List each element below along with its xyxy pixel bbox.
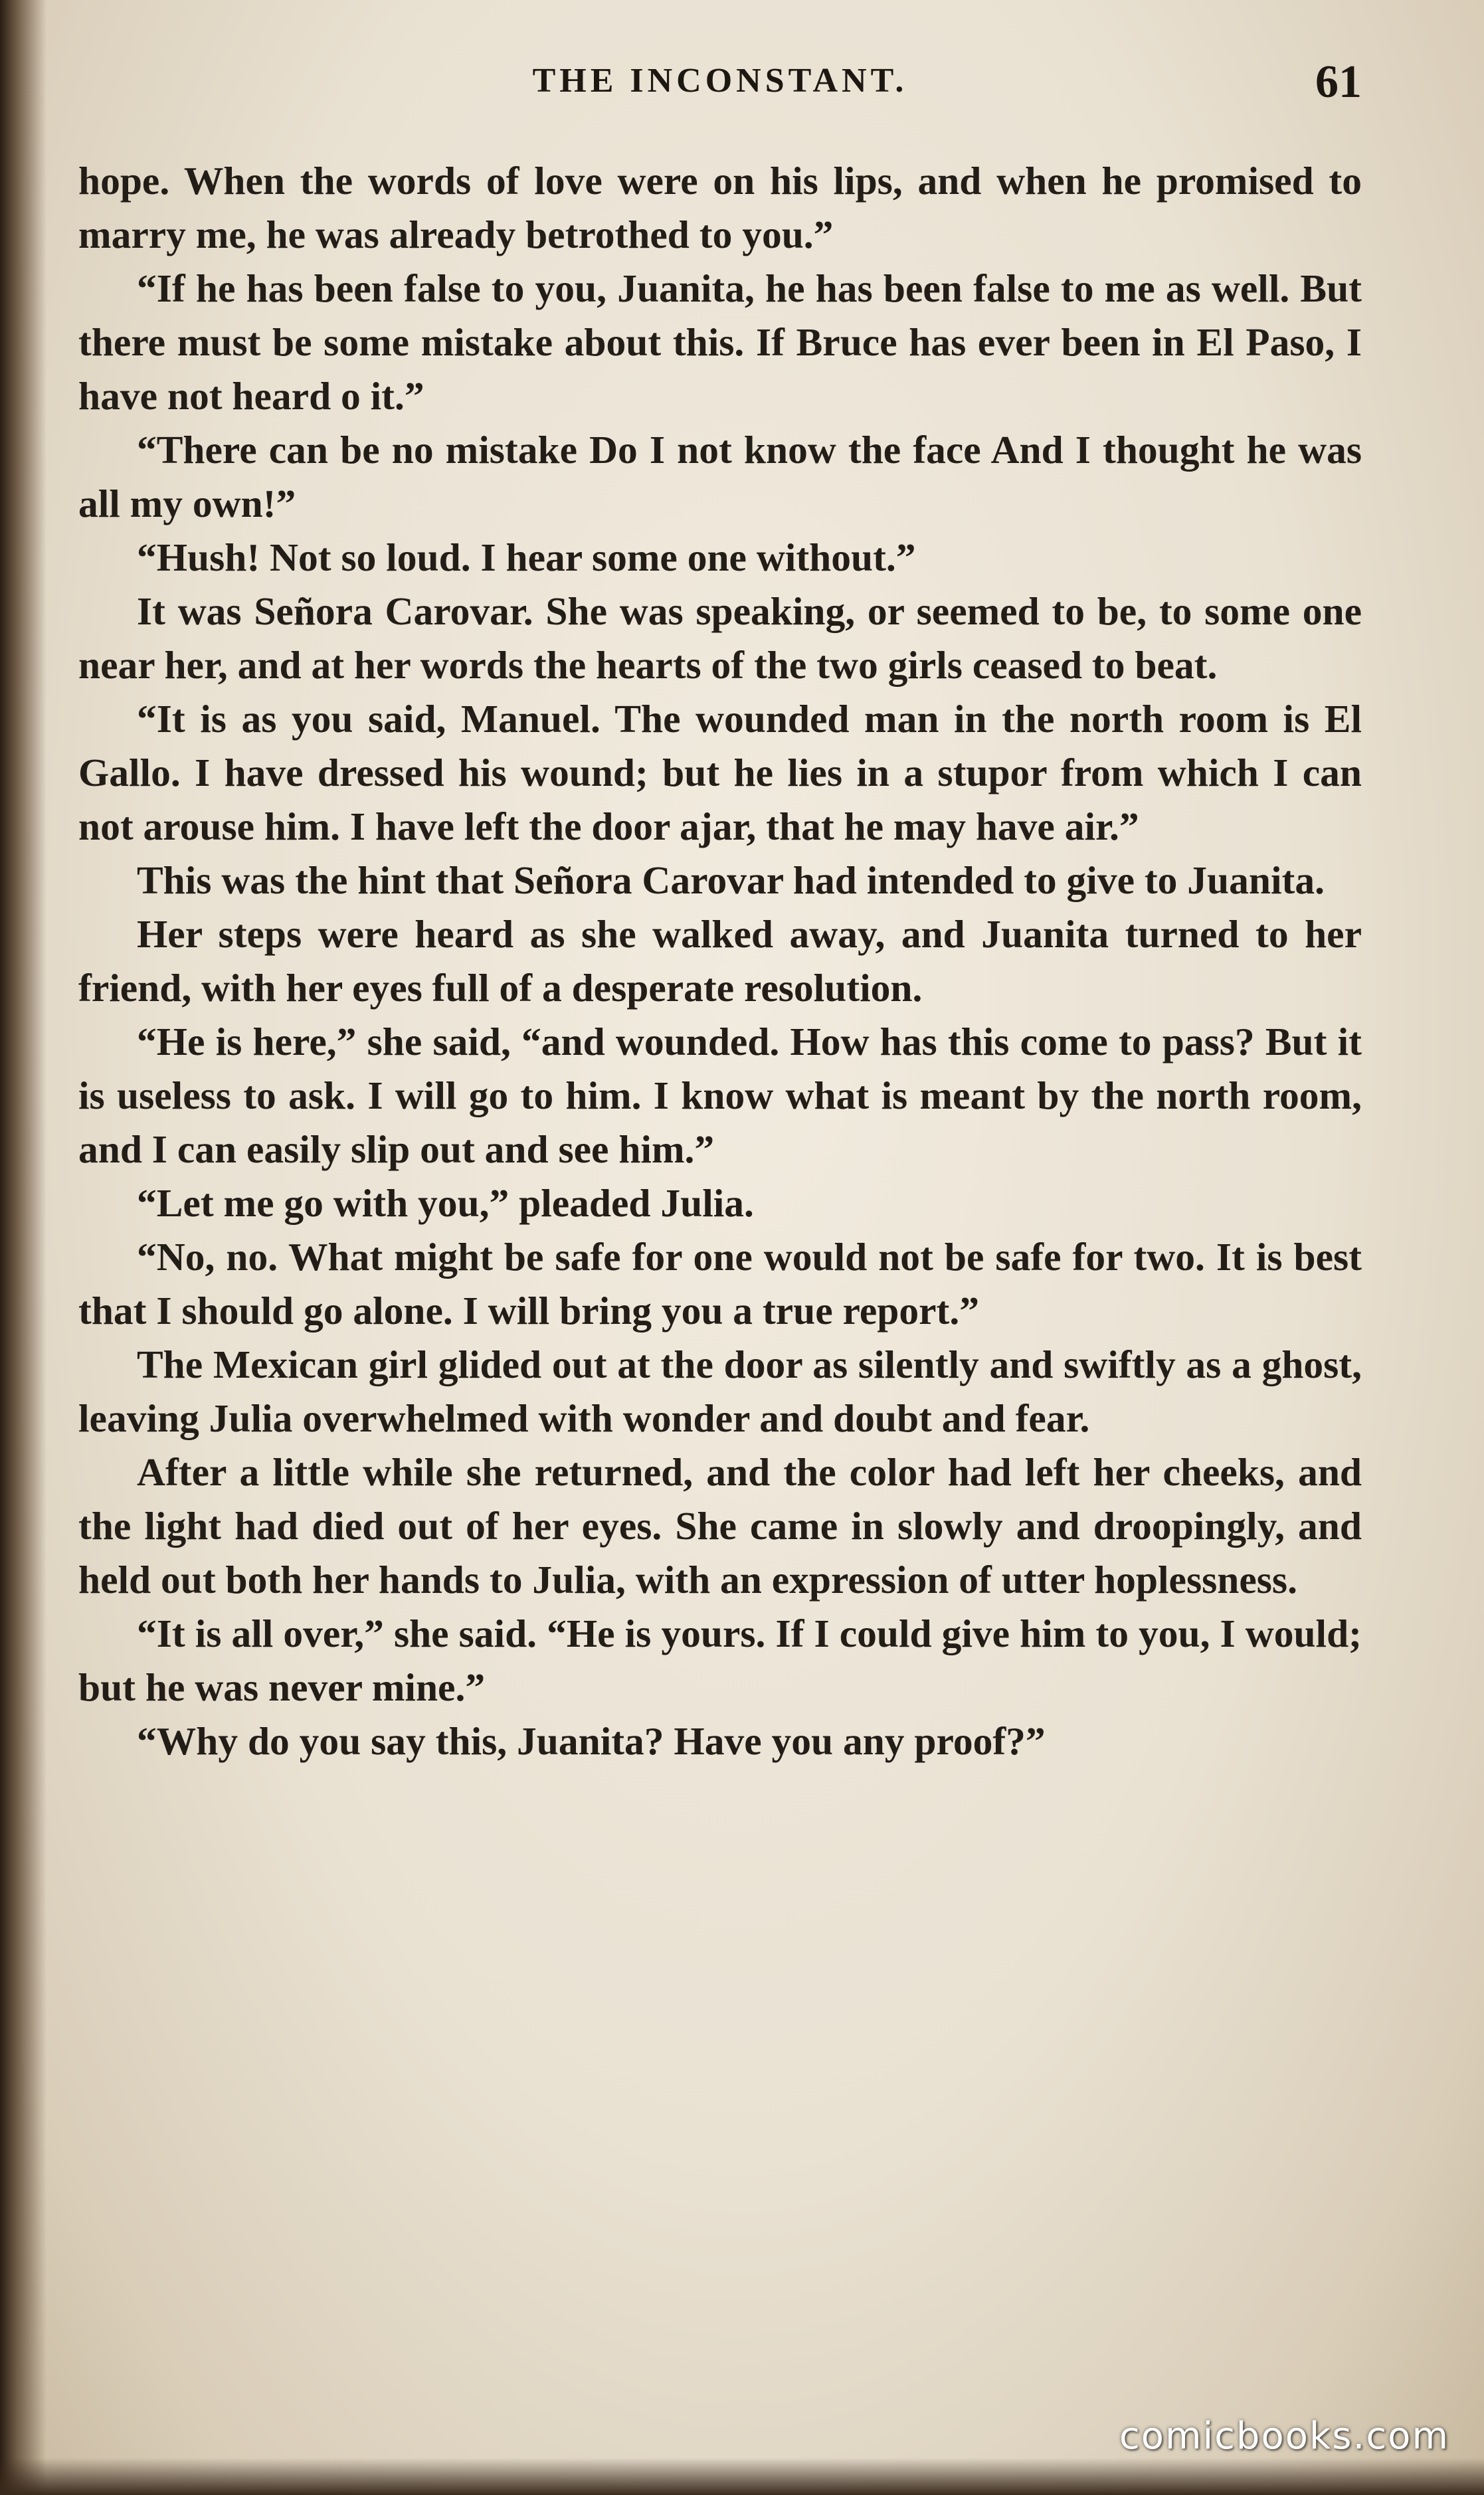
watermark-logo: comicbooks.com xyxy=(1119,2415,1449,2458)
body-text xyxy=(78,154,1362,1768)
paragraph: The Mexican girl glided out at the door as silently and swiftly as a ghost, leaving Julia overwhelmed with wonder and doubt and fear. xyxy=(78,1342,1362,1440)
paragraph: “He is here,” she said, “and wounded. How has this come to pass? But it is useless to ask. I will go to him. I know what is meant by the north room, and I can easily slip out and see him.” xyxy=(78,1020,1362,1171)
page-number: 61 xyxy=(1315,56,1362,108)
paragraph: “There can be no mistake Do I not know the face And I thought he was all my own!” xyxy=(78,428,1362,525)
paragraph: “Why do you say this, Juanita? Have you any proof?” xyxy=(137,1719,1046,1763)
paragraph: “Let me go with you,” pleaded Julia. xyxy=(137,1181,754,1225)
paragraph: This was the hint that Señora Carovar had intended to give to Juanita. xyxy=(137,858,1325,902)
paragraph: hope. When the words of love were on his lips, and when he promised to marry me, he was already betrothed to you.” xyxy=(78,159,1362,256)
paragraph: After a little while she returned, and the color had left her cheeks, and the light had died out of her eyes. She came in slowly and droopingly, and held out both her hands to Julia, with an expression of utter hoplessness. xyxy=(78,1450,1362,1602)
paragraph: “Hush! Not so loud. I hear some one without.” xyxy=(137,535,916,579)
paragraph: “If he has been false to you, Juanita, he has been false to me as well. But there must be some mistake about this. If Bruce has ever been in El Paso, I have not heard o it.” xyxy=(78,266,1362,418)
paragraph: Her steps were heard as she walked away, and Juanita turned to her friend, with her eyes full of a desperate resolution. xyxy=(78,912,1362,1010)
paragraph: It was Señora Carovar. She was speaking, or seemed to be, to some one near her, and at her words the hearts of the two girls ceased to beat. xyxy=(78,589,1362,687)
paragraph: “No, no. What might be safe for one would not be safe for two. It is best that I should go alone. I will bring you a true report.” xyxy=(78,1235,1362,1333)
page-header xyxy=(78,56,1362,121)
running-title: THE INCONSTANT. xyxy=(532,62,908,100)
paragraph: “It is all over,” she said. “He is yours. If I could give him to you, I would; but he was never mine.” xyxy=(78,1612,1362,1709)
page-bottom-shadow xyxy=(0,2458,1484,2495)
binding-shadow xyxy=(0,0,46,2495)
paragraph: “It is as you said, Manuel. The wounded man in the north room is El Gallo. I have dressed his wound; but he lies in a stupor from which I can not arouse him. I have left the door ajar, that he may have air.” xyxy=(78,697,1362,848)
